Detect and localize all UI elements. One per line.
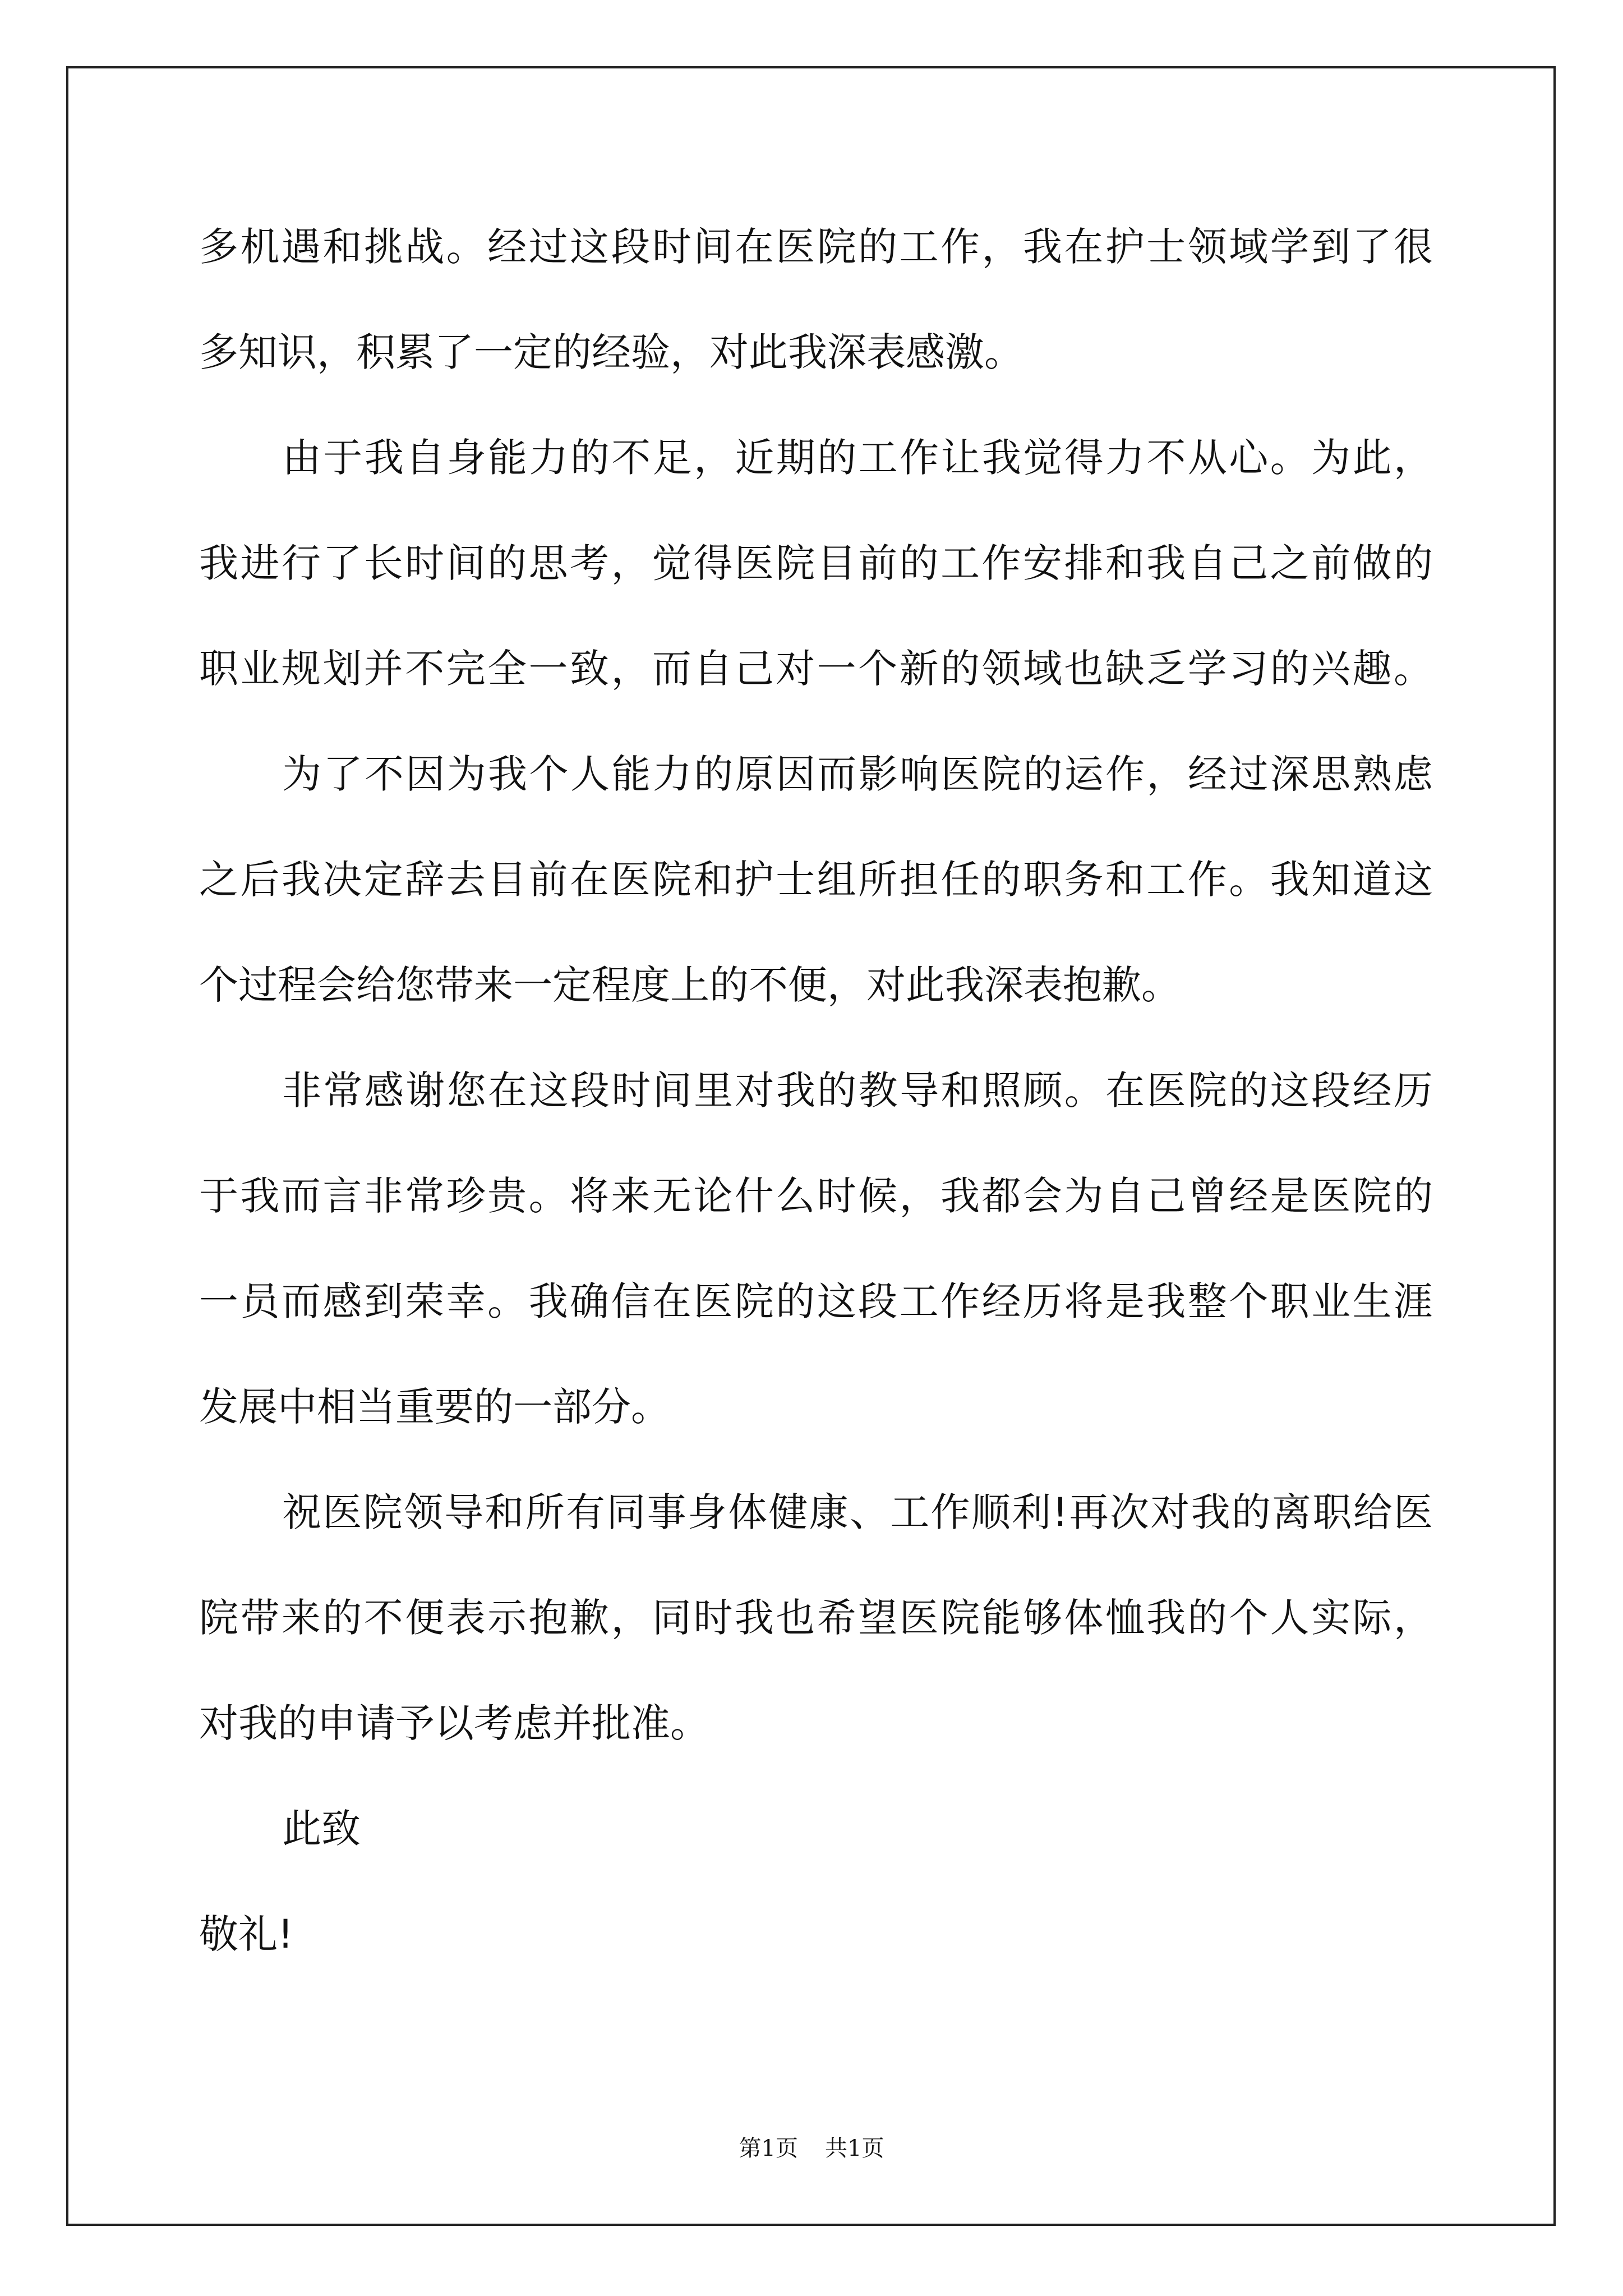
- page-footer: [0, 2132, 1623, 2165]
- text-line: 一员而感到荣幸。我确信在医院的这段工作经历将是我整个职业生涯: [199, 1278, 1433, 1324]
- text-line: 多知识，积累了一定的经验，对此我深表感激。: [199, 329, 1023, 375]
- text-line: 发展中相当重要的一部分。: [199, 1384, 670, 1430]
- text-line: 我进行了长时间的思考，觉得医院目前的工作安排和我自己之前做的: [199, 540, 1433, 586]
- text-line: 之后我决定辞去目前在医院和护士组所担任的职务和工作。我知道这: [199, 857, 1433, 903]
- text-line: 由于我自身能力的不足，近期的工作让我觉得力不从心。为此，: [282, 435, 1433, 481]
- text-line: 于我而言非常珍贵。将来无论什么时候，我都会为自己曾经是医院的: [199, 1173, 1433, 1219]
- text-line: 为了不因为我个人能力的原因而影响医院的运作，经过深思熟虑: [282, 751, 1433, 797]
- page-number-total: 共1页: [825, 2136, 884, 2161]
- text-line: 多机遇和挑战。经过这段时间在医院的工作，我在护士领域学到了很: [199, 224, 1433, 270]
- text-line: 院带来的不便表示抱歉，同时我也希望医院能够体恤我的个人实际，: [199, 1595, 1433, 1641]
- text-line: 对我的申请予以考虑并批准。: [199, 1700, 709, 1746]
- text-line: 祝医院领导和所有同事身体健康、工作顺利!再次对我的离职给医: [282, 1489, 1433, 1535]
- text-line: 非常感谢您在这段时间里对我的教导和照顾。在医院的这段经历: [282, 1068, 1433, 1114]
- page-number-current: 第1页: [739, 2136, 798, 2161]
- text-line: 个过程会给您带来一定程度上的不便，对此我深表抱歉。: [199, 962, 1181, 1008]
- closing-regards: 敬礼!: [199, 1911, 294, 1957]
- text-line: 职业规划并不完全一致，而自己对一个新的领域也缺乏学习的兴趣。: [199, 646, 1433, 692]
- letter-body: [199, 213, 1433, 2006]
- closing-salutation: 此致: [282, 1806, 361, 1852]
